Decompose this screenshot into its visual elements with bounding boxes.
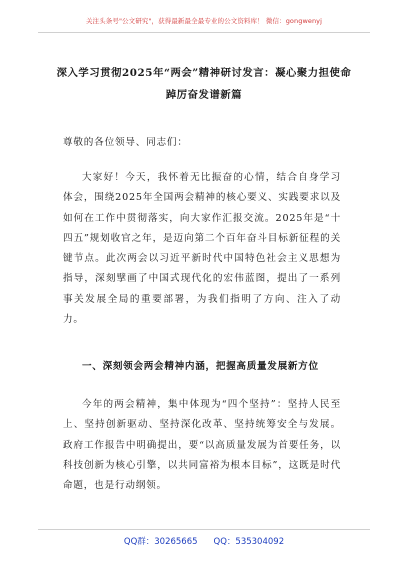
- body-paragraph-intro: 大家好！今天，我怀着无比振奋的心情，结合自身学习体会，围绕2025年全国两会精神的核心要义、实践要求以及如何在工作中贯彻落实，向大家作汇报交流。2025年是“十四五”规划收官之年，是迈向第二个百年奋斗目标新征程的关键节点。此次两会以习近平新时代中国特色社会主义思想为指导，深刻擘画了中国式现代化的宏伟蓝图，提出了一系列事关发展全局的重要部署，为我们指明了方向、注入了动力。: [63, 172, 341, 326]
- document-title: 深入学习贯彻2025年“两会”精神研讨发言：凝心聚力担使命踔厉奋发谱新篇: [56, 67, 352, 101]
- section-heading: 一、深刻领会两会精神内涵，把握高质量发展新方位: [82, 361, 319, 372]
- footer-contact: [0, 535, 408, 547]
- salutation: 尊敬的各位领导、同志们：: [63, 137, 188, 148]
- footer-qq-group: QQ群：30265665: [123, 537, 198, 547]
- header-banner: [38, 8, 370, 33]
- body-paragraph-section-one: 今年的两会精神，集中体现为“四个坚持”：坚持人民至上、坚持创新驱动、坚持深化改革、坚持统筹安全与发展。政府工作报告中明确提出，要“以高质量发展为首要任务，以科技创新为核心引擎，以共同富裕为根本目标”，这既是时代命题，也是行动纲领。: [63, 399, 341, 492]
- footer-divider: [38, 529, 370, 530]
- header-promo-text: 关注头条号"公文研究"，获得最新最全最专业的公文资料库！ 微信：gongwenyj: [85, 16, 323, 25]
- footer-qq: QQ：535304092: [213, 537, 285, 547]
